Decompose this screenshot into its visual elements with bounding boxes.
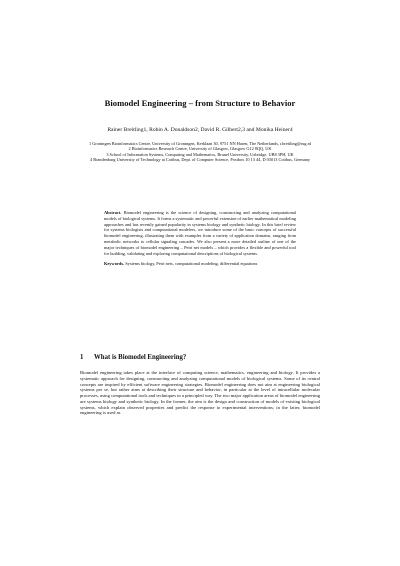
section-title: What is Biomodel Engineering? (94, 354, 187, 361)
paper-title: Biomodel Engineering – from Structure to Behavior (104, 98, 296, 108)
keywords-label: Keywords. (104, 261, 125, 267)
section-heading (80, 353, 320, 362)
affiliation-list (80, 141, 320, 163)
abstract (104, 210, 296, 267)
keywords-paragraph (104, 261, 296, 267)
abstract-label: Abstract. (104, 210, 122, 215)
body-paragraph: Biomodel engineering takes place at the interface of computing science, mathematics, engineering and biology. It provides a systematic approach for designing, constructing and analyzing computational models of biological systems. Some of its central concepts are inspired by efficient software engineering strategies. Biomodel engineering does not aim at engineering biological systems per se, but rather aims at describing their structure and behavior, in particular at the level of intracellular molecular processes, using computational tools and techniques in a principled way. The two major application areas of biomodel engineering are systems biology and synthetic biology. In the former, the aim is the design and construction of models of existing biological systems, which explain observed properties and predict the response to experimental interventions; in the latter, biomodel engineering is used as (80, 370, 320, 416)
affiliation: 4 Brandenburg University of Technology at Cottbus, Dept. of Computer Science, Postbox 10 13 44, D 03013 Cottbus, Germany (90, 157, 310, 163)
author-list: Rainer Breitling1, Robin A. Donaldson2, David R. Gilbert2,3 and Monika Heiner4 (107, 127, 293, 133)
abstract-text: Biomodel engineering is the science of designing, constructing and analyzing computational models of biological systems. It forms a systematic and powerful extension of earlier mathematical modeling approaches and has recently gained popularity in systems biology and synthetic biology. In this brief review for systems biologists and computational modelers, we introduce some of the basic concepts of successful biomodel engineering, illustrating them with examples from a variety of application domains, ranging from metabolic networks to cellular signaling cascades. We also present a more detailed outline of one of the major techniques of biomodel engineering – Petri net models – which provides a flexible and powerful tool for building, validating and exploring computational descriptions of biological systems. (104, 210, 296, 256)
affiliation: 3 School of Information Systems, Computing and Mathematics, Brunel University, Uxbridge, UB8 3PH, UK (106, 151, 294, 157)
affiliation: 1 Groningen Bioinformatics Centre, University of Groningen, Kerklaan 30, 9751 NN Haren, The Netherlands, r.breitling@rug.nl (89, 141, 311, 146)
section-number: 1 (80, 354, 84, 361)
abstract-paragraph (104, 210, 296, 256)
body-text (80, 370, 320, 416)
keywords-text: Systems biology, Petri nets, computational modeling, differential equations (125, 261, 258, 267)
affiliation: 2 Bioinformatics Research Centre, University of Glasgow, Glasgow G12 8QQ, UK (128, 146, 272, 152)
